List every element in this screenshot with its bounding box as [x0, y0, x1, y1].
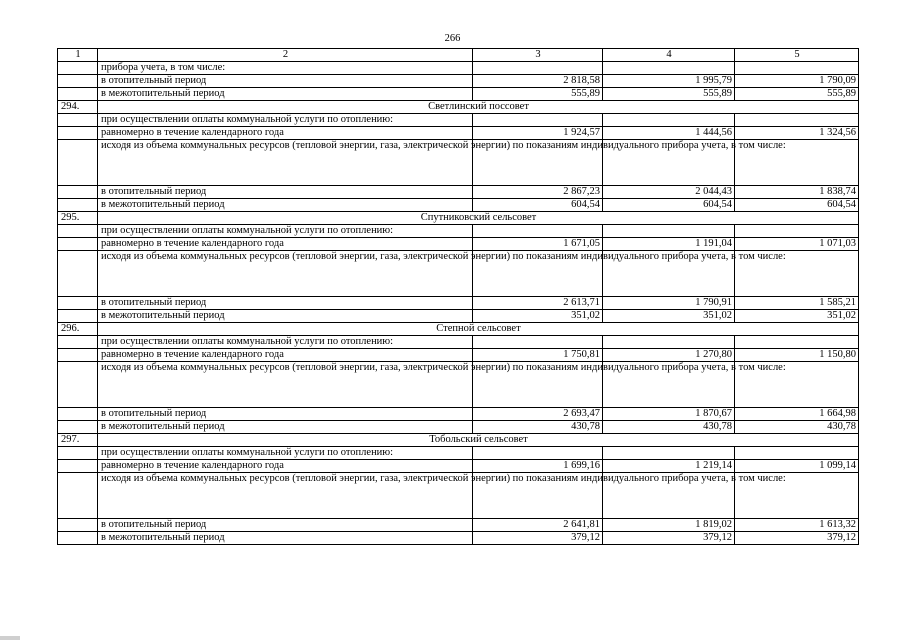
value-cell: 1 699,16	[473, 460, 603, 473]
column-header-4: 4	[603, 49, 735, 62]
table-row	[58, 199, 859, 212]
tariff-table	[57, 48, 859, 545]
value-cell: 1 219,14	[603, 460, 735, 473]
header-row	[58, 49, 859, 62]
table-row	[58, 62, 859, 75]
empty-cell	[58, 362, 98, 408]
value-cell: 1 870,67	[603, 408, 735, 421]
value-cell: 1 270,80	[603, 349, 735, 362]
empty-cell	[58, 519, 98, 532]
empty-cell	[58, 421, 98, 434]
table-row	[58, 127, 859, 140]
value-cell: 2 044,43	[603, 186, 735, 199]
empty-cell	[603, 225, 735, 238]
row-label: при осуществлении оплаты коммунальной услуги по отоплению:	[98, 114, 473, 127]
row-label: в отопительный период	[98, 408, 473, 421]
empty-cell	[58, 238, 98, 251]
empty-cell	[58, 310, 98, 323]
empty-cell	[58, 127, 98, 140]
value-cell: 1 790,91	[603, 297, 735, 310]
value-cell: 1 099,14	[735, 460, 859, 473]
empty-cell	[58, 75, 98, 88]
value-cell: 555,89	[735, 88, 859, 101]
table-row	[58, 310, 859, 323]
section-title: Степной сельсовет	[98, 323, 859, 336]
empty-cell	[603, 336, 735, 349]
empty-cell	[473, 62, 603, 75]
table-row	[58, 460, 859, 473]
table-row	[58, 532, 859, 545]
row-label: в межотопительный период	[98, 199, 473, 212]
value-cell: 1 444,56	[603, 127, 735, 140]
section-title: Светлинский поссовет	[98, 101, 859, 114]
empty-cell	[58, 460, 98, 473]
value-cell: 1 838,74	[735, 186, 859, 199]
section-title: Спутниковский сельсовет	[98, 212, 859, 225]
table-row	[58, 519, 859, 532]
column-header-2: 2	[98, 49, 473, 62]
value-cell: 604,54	[735, 199, 859, 212]
row-label: исходя из объема коммунальных ресурсов (тепловой энергии, газа, электрической энергии) по показаниям индивидуального прибора учета, в том числе:	[98, 251, 473, 297]
column-header-3: 3	[473, 49, 603, 62]
value-cell: 2 613,71	[473, 297, 603, 310]
value-cell: 430,78	[603, 421, 735, 434]
table-row	[58, 349, 859, 362]
row-label: исходя из объема коммунальных ресурсов (тепловой энергии, газа, электрической энергии) по показаниям индивидуального прибора учета, в том числе:	[98, 140, 473, 186]
value-cell: 379,12	[603, 532, 735, 545]
value-cell: 379,12	[473, 532, 603, 545]
value-cell: 430,78	[473, 421, 603, 434]
row-label: равномерно в течение календарного года	[98, 127, 473, 140]
row-label: в межотопительный период	[98, 88, 473, 101]
row-label: в межотопительный период	[98, 310, 473, 323]
row-label: в отопительный период	[98, 519, 473, 532]
section-index: 294.	[58, 101, 98, 114]
table-row	[58, 114, 859, 127]
value-cell: 1 819,02	[603, 519, 735, 532]
column-header-5: 5	[735, 49, 859, 62]
table-row	[58, 238, 859, 251]
empty-cell	[58, 62, 98, 75]
row-label: при осуществлении оплаты коммунальной услуги по отоплению:	[98, 447, 473, 460]
section-header-row	[58, 323, 859, 336]
empty-cell	[58, 225, 98, 238]
empty-cell	[58, 114, 98, 127]
row-label: прибора учета, в том числе:	[98, 62, 473, 75]
empty-cell	[603, 62, 735, 75]
empty-cell	[473, 447, 603, 460]
empty-cell	[473, 336, 603, 349]
empty-cell	[58, 336, 98, 349]
table-row	[58, 473, 859, 519]
table-row	[58, 75, 859, 88]
section-header-row	[58, 212, 859, 225]
empty-cell	[58, 251, 98, 297]
value-cell: 604,54	[473, 199, 603, 212]
value-cell: 430,78	[735, 421, 859, 434]
empty-cell	[58, 88, 98, 101]
row-label: при осуществлении оплаты коммунальной услуги по отоплению:	[98, 336, 473, 349]
empty-cell	[473, 114, 603, 127]
value-cell: 1 924,57	[473, 127, 603, 140]
empty-cell	[603, 114, 735, 127]
value-cell: 379,12	[735, 532, 859, 545]
value-cell: 1 995,79	[603, 75, 735, 88]
value-cell: 2 867,23	[473, 186, 603, 199]
value-cell: 351,02	[603, 310, 735, 323]
table-row	[58, 140, 859, 186]
empty-cell	[473, 225, 603, 238]
value-cell: 1 613,32	[735, 519, 859, 532]
value-cell: 2 818,58	[473, 75, 603, 88]
scan-artifact	[0, 636, 20, 640]
section-index: 297.	[58, 434, 98, 447]
column-header-1: 1	[58, 49, 98, 62]
section-index: 296.	[58, 323, 98, 336]
table-body	[58, 49, 859, 545]
value-cell: 351,02	[473, 310, 603, 323]
row-label: равномерно в течение календарного года	[98, 460, 473, 473]
value-cell: 1 071,03	[735, 238, 859, 251]
section-index: 295.	[58, 212, 98, 225]
row-label: исходя из объема коммунальных ресурсов (тепловой энергии, газа, электрической энергии) по показаниям индивидуального прибора учета, в том числе:	[98, 362, 473, 408]
table-row	[58, 186, 859, 199]
section-title: Тобольский сельсовет	[98, 434, 859, 447]
table-row	[58, 251, 859, 297]
value-cell: 604,54	[603, 199, 735, 212]
empty-cell	[58, 297, 98, 310]
table-row	[58, 421, 859, 434]
empty-cell	[735, 225, 859, 238]
empty-cell	[735, 336, 859, 349]
row-label: равномерно в течение календарного года	[98, 349, 473, 362]
empty-cell	[735, 447, 859, 460]
empty-cell	[58, 186, 98, 199]
empty-cell	[58, 408, 98, 421]
value-cell: 1 790,09	[735, 75, 859, 88]
empty-cell	[58, 447, 98, 460]
table-row	[58, 297, 859, 310]
table-row	[58, 447, 859, 460]
value-cell: 2 693,47	[473, 408, 603, 421]
section-header-row	[58, 434, 859, 447]
empty-cell	[58, 140, 98, 186]
table-row	[58, 362, 859, 408]
value-cell: 555,89	[473, 88, 603, 101]
empty-cell	[58, 199, 98, 212]
row-label: равномерно в течение календарного года	[98, 238, 473, 251]
empty-cell	[603, 447, 735, 460]
page-number: 266	[444, 33, 461, 44]
value-cell: 1 150,80	[735, 349, 859, 362]
row-label: в отопительный период	[98, 186, 473, 199]
value-cell: 555,89	[603, 88, 735, 101]
empty-cell	[735, 62, 859, 75]
row-label: в отопительный период	[98, 75, 473, 88]
empty-cell	[58, 532, 98, 545]
row-label: в межотопительный период	[98, 421, 473, 434]
row-label: в отопительный период	[98, 297, 473, 310]
empty-cell	[58, 349, 98, 362]
value-cell: 2 641,81	[473, 519, 603, 532]
section-header-row	[58, 101, 859, 114]
value-cell: 1 664,98	[735, 408, 859, 421]
table-row	[58, 408, 859, 421]
row-label: исходя из объема коммунальных ресурсов (тепловой энергии, газа, электрической энергии) по показаниям индивидуального прибора учета, в том числе:	[98, 473, 473, 519]
table-row	[58, 88, 859, 101]
row-label: при осуществлении оплаты коммунальной услуги по отоплению:	[98, 225, 473, 238]
value-cell: 1 191,04	[603, 238, 735, 251]
empty-cell	[735, 114, 859, 127]
table-row	[58, 225, 859, 238]
value-cell: 1 585,21	[735, 297, 859, 310]
value-cell: 1 671,05	[473, 238, 603, 251]
table-row	[58, 336, 859, 349]
row-label: в межотопительный период	[98, 532, 473, 545]
value-cell: 351,02	[735, 310, 859, 323]
value-cell: 1 750,81	[473, 349, 603, 362]
empty-cell	[58, 473, 98, 519]
value-cell: 1 324,56	[735, 127, 859, 140]
